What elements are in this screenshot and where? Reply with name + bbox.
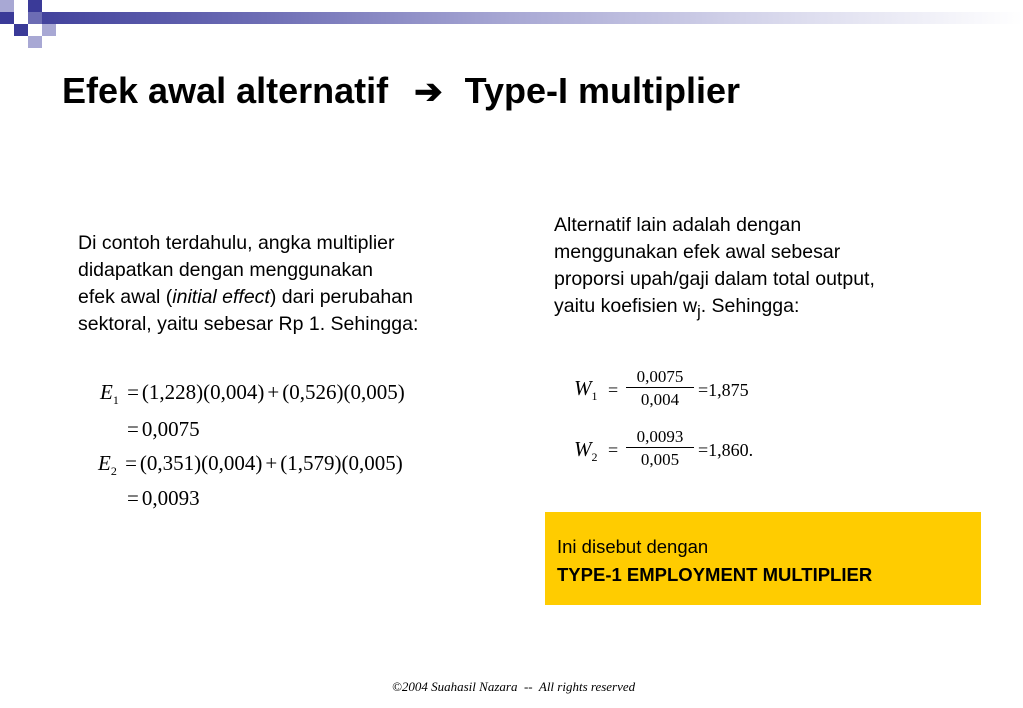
e2-subscript: 2: [110, 464, 117, 479]
right-line-1: Alternatif lain adalah dengan: [554, 214, 802, 236]
e1-result: 0,0075: [141, 417, 200, 441]
e2-term1: (0,351)(0,004): [139, 451, 263, 475]
left-line-2: didapatkan dengan menggunakan: [78, 259, 373, 281]
right-line-4: [554, 293, 974, 326]
w1-equals-sign: =: [608, 380, 619, 400]
right-paragraph: [554, 212, 974, 326]
decorative-square: [14, 0, 28, 12]
decorative-square: [14, 24, 28, 36]
decorative-square: [28, 0, 42, 12]
decorative-square: [28, 36, 42, 48]
e1-subscript: 1: [112, 393, 119, 408]
decorative-square: [0, 0, 14, 12]
w1-denominator: 0,004: [626, 387, 694, 410]
e1-term1: (1,228)(0,004): [141, 380, 265, 404]
decorative-square: [28, 12, 42, 24]
right-line-4-after: . Sehingga:: [700, 295, 800, 317]
right-line-4-before: yaitu koefisien w: [554, 295, 698, 317]
w2-result-value: 1,860.: [708, 440, 754, 460]
title-part2: Type-I multiplier: [464, 70, 741, 111]
equation-e1: [100, 380, 405, 408]
left-paragraph: [78, 230, 518, 338]
equals-sign: =: [698, 440, 709, 460]
e2-variable: E: [98, 451, 111, 475]
decorative-square: [28, 24, 42, 36]
w1-numerator: 0,0075: [636, 367, 684, 386]
w2-label: [574, 437, 598, 465]
w2-variable: W: [574, 437, 592, 461]
w2-denominator: 0,005: [626, 447, 694, 470]
equals-sign: =: [127, 380, 139, 404]
decorative-square: [42, 24, 56, 36]
w1-result-value: 1,875: [708, 380, 749, 400]
e2-term2: (1,579)(0,005): [280, 451, 403, 475]
arrow-right-icon: ➔: [414, 73, 443, 111]
plus-sign: +: [267, 380, 280, 404]
equation-e1-result: [124, 417, 200, 442]
w2-fraction: [626, 427, 694, 470]
left-line-3-italic: initial effect: [172, 286, 270, 308]
w2-subscript: 2: [591, 450, 598, 465]
highlight-box: [545, 512, 981, 605]
equation-e2-result: [124, 486, 200, 511]
equals-sign: =: [127, 486, 139, 510]
left-line-3: [78, 284, 518, 311]
copyright-footer: ©2004 Suahasil Nazara -- All rights reserved: [392, 679, 636, 694]
e2-result: 0,0093: [141, 486, 200, 510]
e1-variable: E: [100, 380, 113, 404]
highlight-line-1: Ini disebut dengan: [557, 536, 709, 557]
w1-variable: W: [574, 376, 592, 400]
w1-result: [698, 380, 749, 401]
w2-equals-sign: =: [608, 440, 619, 460]
left-line-3-before: efek awal (: [78, 286, 173, 308]
right-line-4-sub: j: [697, 302, 701, 321]
highlight-line-2: TYPE-1 EMPLOYMENT MULTIPLIER: [557, 564, 873, 585]
left-line-1: Di contoh terdahulu, angka multiplier: [78, 232, 395, 254]
plus-sign: +: [265, 451, 278, 475]
w1-subscript: 1: [591, 389, 598, 404]
decorative-square: [14, 12, 28, 24]
w2-numerator: 0,0093: [636, 427, 684, 446]
w1-label: [574, 376, 598, 404]
equation-e2: [98, 451, 403, 479]
w2-result: [698, 440, 753, 461]
right-line-3: proporsi upah/gaji dalam total output,: [554, 268, 875, 290]
equals-sign: =: [127, 417, 139, 441]
decorative-square: [0, 12, 14, 24]
e1-term2: (0,526)(0,005): [282, 380, 405, 404]
left-line-3-after: ) dari perubahan: [269, 286, 413, 308]
header-gradient-bar: [0, 12, 1023, 24]
w1-fraction: [626, 367, 694, 410]
title-part1: Efek awal alternatif: [62, 70, 389, 111]
right-line-2: menggunakan efek awal sebesar: [554, 241, 841, 263]
left-line-4: sektoral, yaitu sebesar Rp 1. Sehingga:: [78, 313, 419, 335]
equals-sign: =: [698, 380, 709, 400]
slide-title: [62, 70, 740, 112]
equals-sign: =: [125, 451, 137, 475]
